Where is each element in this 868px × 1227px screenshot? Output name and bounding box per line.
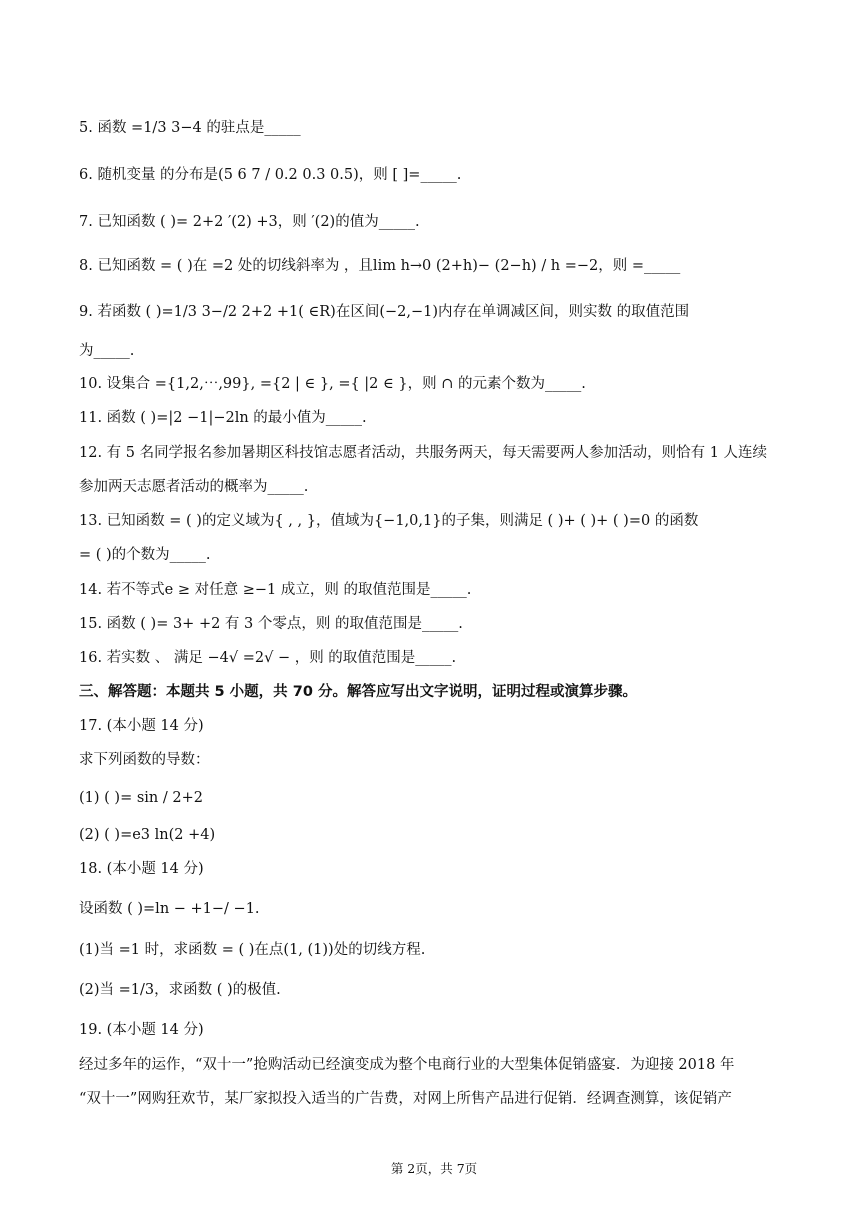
question-14: 14. 若不等式e ≥ 对任意 ≥−1 成立，则 的取值范围是_____. xyxy=(79,582,472,598)
question-18-prompt: 设函数 ( )=ln − +1−/ −1. xyxy=(79,901,260,917)
question-19-text-2: “双十一”网购狂欢节，某厂家拟投入适当的广告费，对网上所售产品进行促销．经调查测算，该促销产 xyxy=(79,1091,732,1107)
section-heading: 三、解答题：本题共 5 小题，共 70 分。解答应写出文字说明，证明过程或演算步骤。 xyxy=(79,684,637,700)
question-11: 11. 函数 ( )=|2 −1|−2ln 的最小值为_____. xyxy=(79,410,367,426)
question-18-title: 18. (本小题 14 分) xyxy=(79,861,204,877)
question-15: 15. 函数 ( )= 3+ +2 有 3 个零点，则 的取值范围是_____. xyxy=(79,616,463,632)
question-8: 8. 已知函数 = ( )在 =2 处的切线斜率为 ，且lim h→0 (2+h)− (2−h) / h =−2，则 =_____ xyxy=(79,258,681,274)
question-13: 13. 已知函数 = ( )的定义域为{ , , }，值域为{−1,0,1}的子集，则满足 ( )+ ( )+ ( )=0 的函数 xyxy=(79,513,699,529)
question-13-cont: = ( )的个数为_____. xyxy=(79,547,211,563)
question-18-part1: (1)当 =1 时，求函数 = ( )在点(1, (1))处的切线方程. xyxy=(79,942,426,958)
question-7: 7. 已知函数 ( )= 2+2 ′(2) +3，则 ′(2)的值为_____. xyxy=(79,214,420,230)
question-16: 16. 若实数 、 满足 −4√ =2√ − ，则 的取值范围是_____. xyxy=(79,650,457,666)
question-19-title: 19. (本小题 14 分) xyxy=(79,1022,204,1038)
question-17-title: 17. (本小题 14 分) xyxy=(79,718,204,734)
question-12: 12. 有 5 名同学报名参加暑期区科技馆志愿者活动，共服务两天，每天需要两人参加活动，则恰有 1 人连续 xyxy=(79,445,768,461)
question-9: 9. 若函数 ( )=1/3 3−/2 2+2 +1( ∈R)在区间(−2,−1)内存在单调减区间，则实数 的取值范围 xyxy=(79,304,690,320)
question-19-text-1: 经过多年的运作，“双十一”抢购活动已经演变成为整个电商行业的大型集体促销盛宴．为迎接 2018 年 xyxy=(79,1057,735,1073)
question-17-part2: (2) ( )=e3 ln(2 +4) xyxy=(79,827,216,843)
question-5: 5. 函数 =1/3 3−4 的驻点是_____ xyxy=(79,120,301,136)
question-10: 10. 设集合 ={1,2,⋯,99}, ={2 | ∈ }, ={ |2 ∈ }，则 ∩ 的元素个数为_____. xyxy=(79,376,586,392)
question-17-part1: (1) ( )= sin / 2+2 xyxy=(79,790,203,806)
question-9-cont: 为_____. xyxy=(79,343,135,359)
page-footer: 第 2页，共 7页 xyxy=(390,1161,478,1176)
question-6: 6. 随机变量 的分布是(5 6 7 / 0.2 0.3 0.5)，则 [ ]=_____. xyxy=(79,167,462,183)
question-18-part2: (2)当 =1/3，求函数 ( )的极值. xyxy=(79,982,281,998)
question-12-cont: 参加两天志愿者活动的概率为_____. xyxy=(79,479,309,495)
question-17-prompt: 求下列函数的导数： xyxy=(79,752,210,768)
